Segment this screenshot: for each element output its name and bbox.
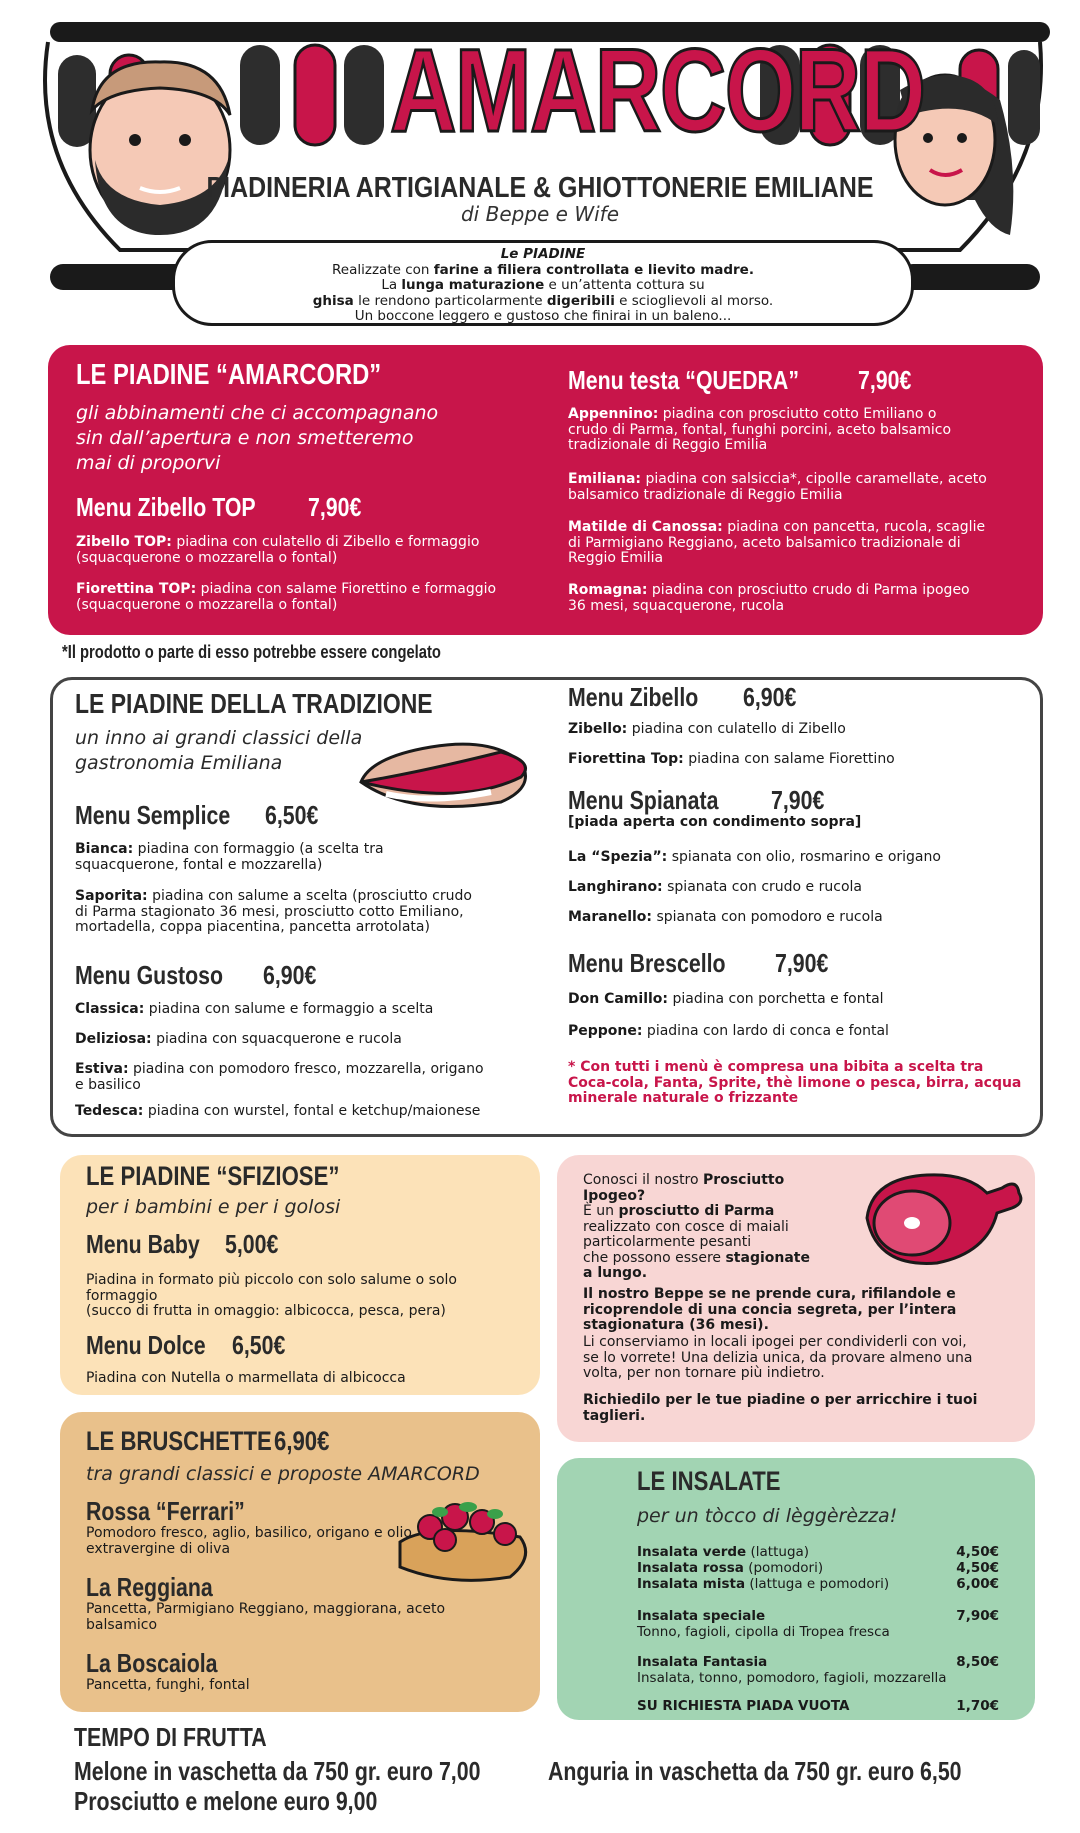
menu-item: Emiliana: piadina con salsiccia*, cipolle caramellate, aceto balsamico tradizionale di Reggio Emilia <box>568 471 987 503</box>
menu-brescello-price: 7,90€ <box>775 948 829 978</box>
bruschetta-name: Rossa “Ferrari” <box>86 1496 245 1526</box>
menu-item: Fiorettina TOP: piadina con salame Fiorettino e formaggio (squacquerone o mozzarella o fontal) <box>76 581 497 613</box>
ham-icon <box>847 1163 1027 1273</box>
menu-brescello-title: Menu Brescello <box>568 948 726 978</box>
prosciutto-panel <box>557 1155 1035 1442</box>
amarcord-tagline: gli abbinamenti che ci accompagnano sin dall’apertura e non smetteremo mai di proporvi <box>76 402 439 474</box>
menu-item: Classica: piadina con salume e formaggio a scelta <box>75 1001 434 1017</box>
prosciutto-p1: Conosci il nostro Prosciutto Ipogeo? È un prosciutto di Parma realizzato con cosce di maiali particolarmente pesanti che possono essere stagionate a lungo. <box>583 1172 810 1281</box>
menu-item: Bianca: piadina con formaggio (a scelta tra squacquerone, fontal e mozzarella) <box>75 841 384 873</box>
menu-item: Zibello: piadina con culatello di Zibello <box>568 721 846 737</box>
menu-item: Appennino: piadina con prosciutto cotto Emiliano o crudo di Parma, fontal, funghi porcini, aceto balsamico tradizionale di Reggio Emilia <box>568 406 952 453</box>
menu-gustoso-price: 6,90€ <box>263 960 317 990</box>
menu-zibello-price: 6,90€ <box>743 682 797 712</box>
menu-zibello-top: Menu Zibello TOP <box>76 492 256 522</box>
menu-dolce-desc: Piadina con Nutella o marmellata di albicocca <box>86 1370 406 1386</box>
prosciutto-p2: Il nostro Beppe se ne prende cura, rifilandole e ricoprendole di una concia segreta, per l’intera stagionatura (36 mesi). <box>583 1286 957 1333</box>
footnote: *Il prodotto o parte di esso potrebbe essere congelato <box>62 642 441 662</box>
menu-baby-price: 5,00€ <box>225 1229 279 1259</box>
menu-item: Langhirano: spianata con crudo e rucola <box>568 879 862 895</box>
menu-item: Saporita: piadina con salume a scelta (prosciutto crudo di Parma stagionato 36 mesi, prosciutto cotto Emiliano, mortadella, coppa piacentina, pancetta arrotolata) <box>75 888 472 935</box>
bruschetta-name: La Reggiana <box>86 1572 213 1602</box>
logo: AMARCORD <box>390 25 925 157</box>
frutta-line: Prosciutto e melone euro 9,00 <box>74 1786 378 1816</box>
insalate-title: LE INSALATE <box>637 1466 781 1496</box>
frutta-line: Melone in vaschetta da 750 gr. euro 7,00 <box>74 1756 481 1786</box>
menu-semplice-title: Menu Semplice <box>75 800 231 830</box>
byline: di Beppe e Wife <box>460 202 620 226</box>
menu-item: Romagna: piadina con prosciutto crudo di Parma ipogeo 36 mesi, squacquerone, rucola <box>568 582 970 614</box>
menu-item: Matilde di Canossa: piadina con pancetta, rucola, scaglie di Parmigiano Reggiano, aceto balsamico tradizionale di Reggio Emilia <box>568 519 986 566</box>
intro-box <box>172 240 914 326</box>
bruschetta-desc: Pancetta, funghi, fontal <box>86 1677 250 1693</box>
insalata-price: 6,00€ <box>956 1576 999 1592</box>
bruschette-price: 6,90€ <box>274 1426 330 1456</box>
amarcord-title: LE PIADINE “AMARCORD” <box>76 359 382 391</box>
insalate-tagline: per un tòcco di lèggèrèzza! <box>637 1505 898 1527</box>
insalata-row: Insalata speciale Tonno, fagioli, cipolla di Tropea fresca <box>637 1608 890 1640</box>
piadina-icon <box>351 732 541 822</box>
insalata-price: 4,50€ <box>956 1560 999 1576</box>
frutta-line: Anguria in vaschetta da 750 gr. euro 6,50 <box>548 1756 962 1786</box>
menu-item: Estiva: piadina con pomodoro fresco, mozzarella, origano e basilico <box>75 1061 484 1093</box>
menu-semplice-price: 6,50€ <box>265 800 319 830</box>
insalata-row: Insalata verde (lattuga) <box>637 1544 810 1560</box>
menu-item: Peppone: piadina con lardo di conca e fontal <box>568 1023 889 1039</box>
bruschette-tagline: tra grandi classici e proposte AMARCORD <box>86 1463 480 1485</box>
menu-spianata-price: 7,90€ <box>771 785 825 815</box>
sfiziose-panel <box>60 1155 540 1395</box>
insalata-row: Insalata mista (lattuga e pomodori) <box>637 1576 890 1592</box>
prosciutto-p4: Richiedilo per le tue piadine o per arricchire i tuoi taglieri. <box>583 1392 978 1424</box>
menu-item: Fiorettina Top: piadina con salame Fiorettino <box>568 751 895 767</box>
prosciutto-p3: Li conserviamo in locali ipogei per condividerli con voi, se lo vorrete! Una delizia unica, da provare almeno una volta, per non tornare più indietro. <box>583 1334 973 1381</box>
spianata-note: [piada aperta con condimento sopra] <box>568 814 862 830</box>
bruschette-title: LE BRUSCHETTE <box>86 1426 272 1456</box>
subtitle: PIADINERIA ARTIGIANALE & GHIOTTONERIE EMILIANE <box>206 172 874 204</box>
menu-baby-title: Menu Baby <box>86 1229 200 1259</box>
menu-item: Maranello: spianata con pomodoro e rucola <box>568 909 883 925</box>
intro-title: Le PIADINE <box>500 246 586 262</box>
tradizione-panel <box>50 677 1043 1137</box>
insalata-price: 1,70€ <box>956 1698 999 1714</box>
amarcord-panel <box>48 345 1043 635</box>
menu-item: Don Camillo: piadina con porchetta e fontal <box>568 991 884 1007</box>
insalata-row: Insalata Fantasia Insalata, tonno, pomodoro, fagioli, mozzarella <box>637 1654 947 1686</box>
bruschette-panel <box>60 1412 540 1712</box>
tradizione-tagline: un inno ai grandi classici della gastronomia Emiliana <box>75 727 363 774</box>
menu-item: La “Spezia”: spianata con olio, rosmarino e origano <box>568 849 941 865</box>
sfiziose-tagline: per i bambini e per i golosi <box>86 1196 341 1218</box>
menu-quedra: Menu testa “QUEDRA” <box>568 365 799 395</box>
menu-dolce-price: 6,50€ <box>232 1330 286 1360</box>
menu-zibello-top-price: 7,90€ <box>308 492 362 522</box>
bruschetta-desc: Pomodoro fresco, aglio, basilico, origano e olio extravergine di oliva <box>86 1525 412 1557</box>
tradizione-title: LE PIADINE DELLA TRADIZIONE <box>75 688 433 719</box>
sfiziose-title: LE PIADINE “SFIZIOSE” <box>86 1161 340 1191</box>
menu-quedra-price: 7,90€ <box>858 365 912 395</box>
menu-dolce-title: Menu Dolce <box>86 1330 206 1360</box>
frutta-title: TEMPO DI FRUTTA <box>74 1722 267 1752</box>
insalata-price: 8,50€ <box>956 1654 999 1670</box>
insalate-panel <box>557 1458 1035 1720</box>
bruschetta-desc: Pancetta, Parmigiano Reggiano, maggiorana, aceto balsamico <box>86 1601 446 1633</box>
menu-baby-desc: Piadina in formato più piccolo con solo salume o solo formaggio (succo di frutta in omaggio: albicocca, pesca, pera) <box>86 1272 457 1319</box>
insalata-price: 7,90€ <box>956 1608 999 1624</box>
intro-text: Le PIADINE Realizzate con farine a filiera controllata e lievito madre. La lunga maturazione e un’attenta cottura su ghisa le rendono particolarmente digeribili e scioglievoli al morso. Un boccone leggero e gustoso che finirai in un baleno... <box>312 246 774 324</box>
menu-gustoso-title: Menu Gustoso <box>75 960 224 990</box>
menu-item: Zibello TOP: piadina con culatello di Zibello e formaggio (squacquerone o mozzarella o fontal) <box>76 534 480 566</box>
insalata-row: Insalata rossa (pomodori) <box>637 1560 824 1576</box>
menu-item: Deliziosa: piadina con squacquerone e rucola <box>75 1031 402 1047</box>
insalata-price: 4,50€ <box>956 1544 999 1560</box>
menu-item: Tedesca: piadina con wurstel, fontal e ketchup/maionese <box>75 1103 481 1119</box>
menu-spianata-title: Menu Spianata <box>568 785 719 815</box>
bruschetta-name: La Boscaiola <box>86 1648 218 1678</box>
insalata-row: SU RICHIESTA PIADA VUOTA <box>637 1698 850 1714</box>
menu-zibello-title: Menu Zibello <box>568 682 699 712</box>
drink-note: * Con tutti i menù è compresa una bibita a scelta tra Coca-cola, Fanta, Sprite, thè limone o pesca, birra, acqua minerale naturale o frizzante <box>568 1059 1022 1106</box>
